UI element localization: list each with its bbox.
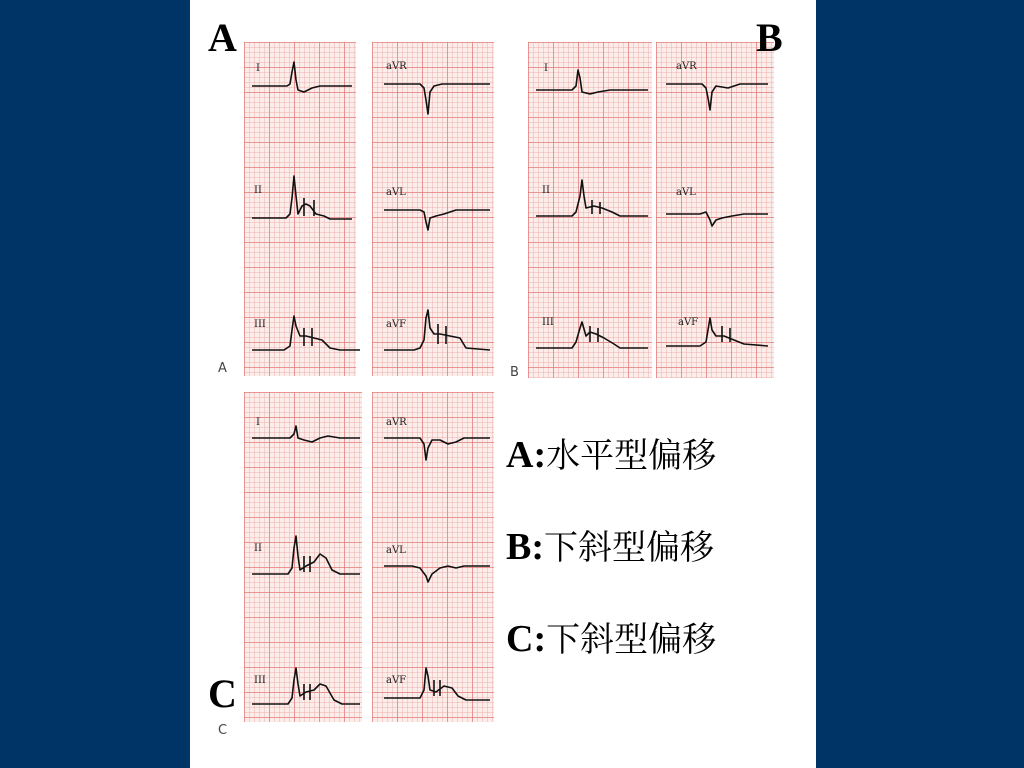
small-label-c: C [218,723,228,738]
trace-a-lead-avl [384,210,490,230]
trace-a-lead-avr [384,84,490,114]
panel-letter-a: A [208,15,237,60]
lead-label-c-iii: III [254,675,266,686]
trace-c-lead-avl [384,566,490,582]
trace-a-lead-i [252,62,352,92]
lead-label-b-avf: aVF [678,317,699,328]
caption-a [506,436,716,474]
caption-c-text: 下斜型偏移 [546,620,717,660]
caption-c [506,620,716,658]
lead-label-b-avr: aVR [676,61,697,72]
trace-c-lead-iii [252,668,360,704]
caption-b-key: B: [506,526,544,568]
trace-c-lead-i [252,426,360,442]
lead-label-a-iii: III [254,319,266,330]
trace-a-lead-ii [252,176,352,219]
lead-label-c-avl: aVL [386,545,406,556]
caption-a-key: A: [506,434,547,476]
trace-a-lead-iii [252,316,360,350]
caption-a-text: 水平型偏移 [546,436,717,476]
trace-b-lead-avl [666,212,768,226]
trace-b-lead-i [536,70,648,94]
lead-label-a-ii: II [254,185,262,196]
lead-label-b-avl: aVL [676,187,696,198]
small-label-a: A [218,361,227,376]
small-label-b: B [510,365,519,380]
lead-label-a-avr: aVR [386,61,407,72]
lead-label-b-iii: III [542,317,554,328]
lead-label-b-i: I [544,63,548,74]
lead-label-b-ii: II [542,185,550,196]
trace-c-lead-ii [252,536,360,574]
trace-b-lead-avr [666,84,768,110]
caption-b-text: 下斜型偏移 [544,528,714,568]
panel-letter-c: C [208,671,237,716]
lead-label-a-avl: aVL [386,187,406,198]
trace-b-lead-ii [536,180,648,216]
trace-c-lead-avr [384,438,490,460]
panel-letter-b: B [756,15,783,60]
lead-label-c-avf: aVF [386,675,407,686]
caption-c-key: C: [506,618,547,660]
lead-label-c-i: I [256,417,260,428]
lead-label-c-avr: aVR [386,417,407,428]
caption-b [506,528,714,566]
lead-label-a-i: I [256,63,260,74]
lead-label-c-ii: II [254,543,262,554]
lead-label-a-avf: aVF [386,319,407,330]
trace-a-lead-avf [384,310,490,350]
